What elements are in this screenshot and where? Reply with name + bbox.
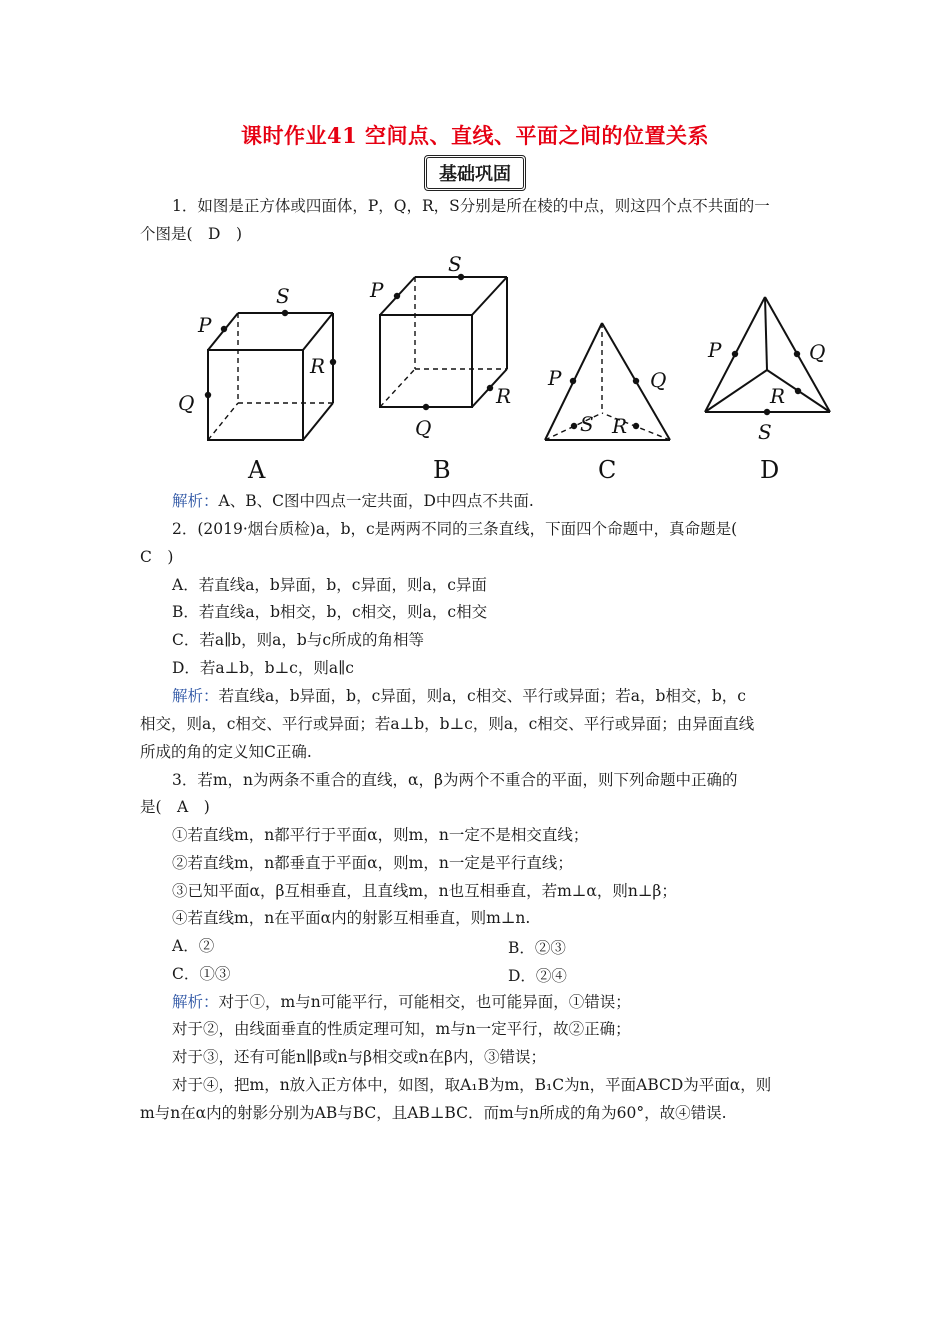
q3-analysis-line3: 对于③，还有可能n∥β或n与β相交或n在β内，③错误； <box>172 1048 546 1066</box>
q3-analysis-line5: m与n在α内的射影分别为AB与BC，且AB⊥BC．而m与n所成的角为60°，故④错误. <box>140 1104 727 1122</box>
section-badge: 基础巩固 <box>426 157 524 189</box>
figure-label-a: A <box>248 456 266 484</box>
q2-analysis-line3: 所成的角的定义知C正确. <box>140 743 312 761</box>
q2-stem-line2: C ) <box>140 548 174 566</box>
label-r-d: R <box>770 384 786 408</box>
q2-stem-line1: 2．(2019·烟台质检)a，b，c是两两不同的三条直线，下面四个命题中，真命题是( <box>172 520 738 538</box>
q1-stem-line1: 1．如图是正方体或四面体，P，Q，R，S分别是所在棱的中点，则这四个点不共面的一 <box>172 197 770 215</box>
q3-analysis-line2: 对于②，由线面垂直的性质定理可知，m与n一定平行，故②正确； <box>172 1020 631 1038</box>
label-p-b: P <box>370 278 384 302</box>
q2-analysis-line2: 相交，则a，c相交、平行或异面；若a⊥b，b⊥c，则a，c相交、平行或异面；由异面直线 <box>140 715 755 733</box>
label-s-b: S <box>448 252 462 276</box>
q3-analysis-line1: 解析：对于①，m与n可能平行，可能相交，也可能异面，①错误； <box>172 993 631 1011</box>
q3-statement-4: ④若直线m，n在平面α内的射影互相垂直，则m⊥n. <box>172 909 531 927</box>
q3-option-d: D．②④ <box>508 967 567 985</box>
q2-option-d: D．若a⊥b，b⊥c，则a∥c <box>172 659 354 677</box>
figure-label-d: D <box>760 456 780 484</box>
figure-label-c: C <box>598 456 617 484</box>
q3-statement-2: ②若直线m，n都垂直于平面α，则m，n一定是平行直线； <box>172 854 573 872</box>
label-p-c: P <box>548 366 562 390</box>
label-q-d: Q <box>809 340 826 364</box>
q1-stem-line2: 个图是( D ) <box>140 225 243 243</box>
q2-option-a: A．若直线a，b异面，b，c异面，则a，c异面 <box>172 576 487 594</box>
q3-analysis-line4: 对于④，把m，n放入正方体中，如图，取A₁B为m，B₁C为n，平面ABCD为平面α，则 <box>172 1076 772 1094</box>
q3-stem-line1: 3．若m，n为两条不重合的直线，α，β为两个不重合的平面，则下列命题中正确的 <box>172 771 738 789</box>
label-p-a: P <box>198 313 212 337</box>
label-q-a: Q <box>178 391 195 415</box>
label-q-c: Q <box>650 368 667 392</box>
q3-option-a: A．② <box>172 937 215 955</box>
label-s-d: S <box>758 420 772 444</box>
label-s-a: S <box>276 284 290 308</box>
q2-option-b: B．若直线a，b相交，b，c相交，则a，c相交 <box>172 603 488 621</box>
label-q-b: Q <box>415 416 432 440</box>
label-s-c: S <box>580 412 594 436</box>
q3-stem-line2: 是( A ) <box>140 798 210 816</box>
q3-option-c: C．①③ <box>172 965 231 983</box>
q3-statement-3: ③已知平面α，β互相垂直，且直线m，n也互相垂直，若m⊥α，则n⊥β； <box>172 882 677 900</box>
q3-option-b: B．②③ <box>508 939 566 957</box>
label-r-b: R <box>496 384 512 408</box>
q1-analysis: 解析：A、B、C图中四点一定共面，D中四点不共面. <box>172 492 534 510</box>
label-r-a: R <box>310 354 326 378</box>
label-p-d: P <box>708 338 722 362</box>
q2-analysis-line1: 解析：若直线a，b异面，b，c异面，则a，c相交、平行或异面；若a，b相交，b，c <box>172 687 746 705</box>
q3-statement-1: ①若直线m，n都平行于平面α，则m，n一定不是相交直线； <box>172 826 589 844</box>
q2-option-c: C．若a∥b，则a，b与c所成的角相等 <box>172 631 425 649</box>
q1-figures <box>150 245 850 485</box>
label-r-c: R <box>612 414 628 438</box>
figure-label-b: B <box>433 456 451 484</box>
page-title: 课时作业41 空间点、直线、平面之间的位置关系 <box>240 123 710 148</box>
